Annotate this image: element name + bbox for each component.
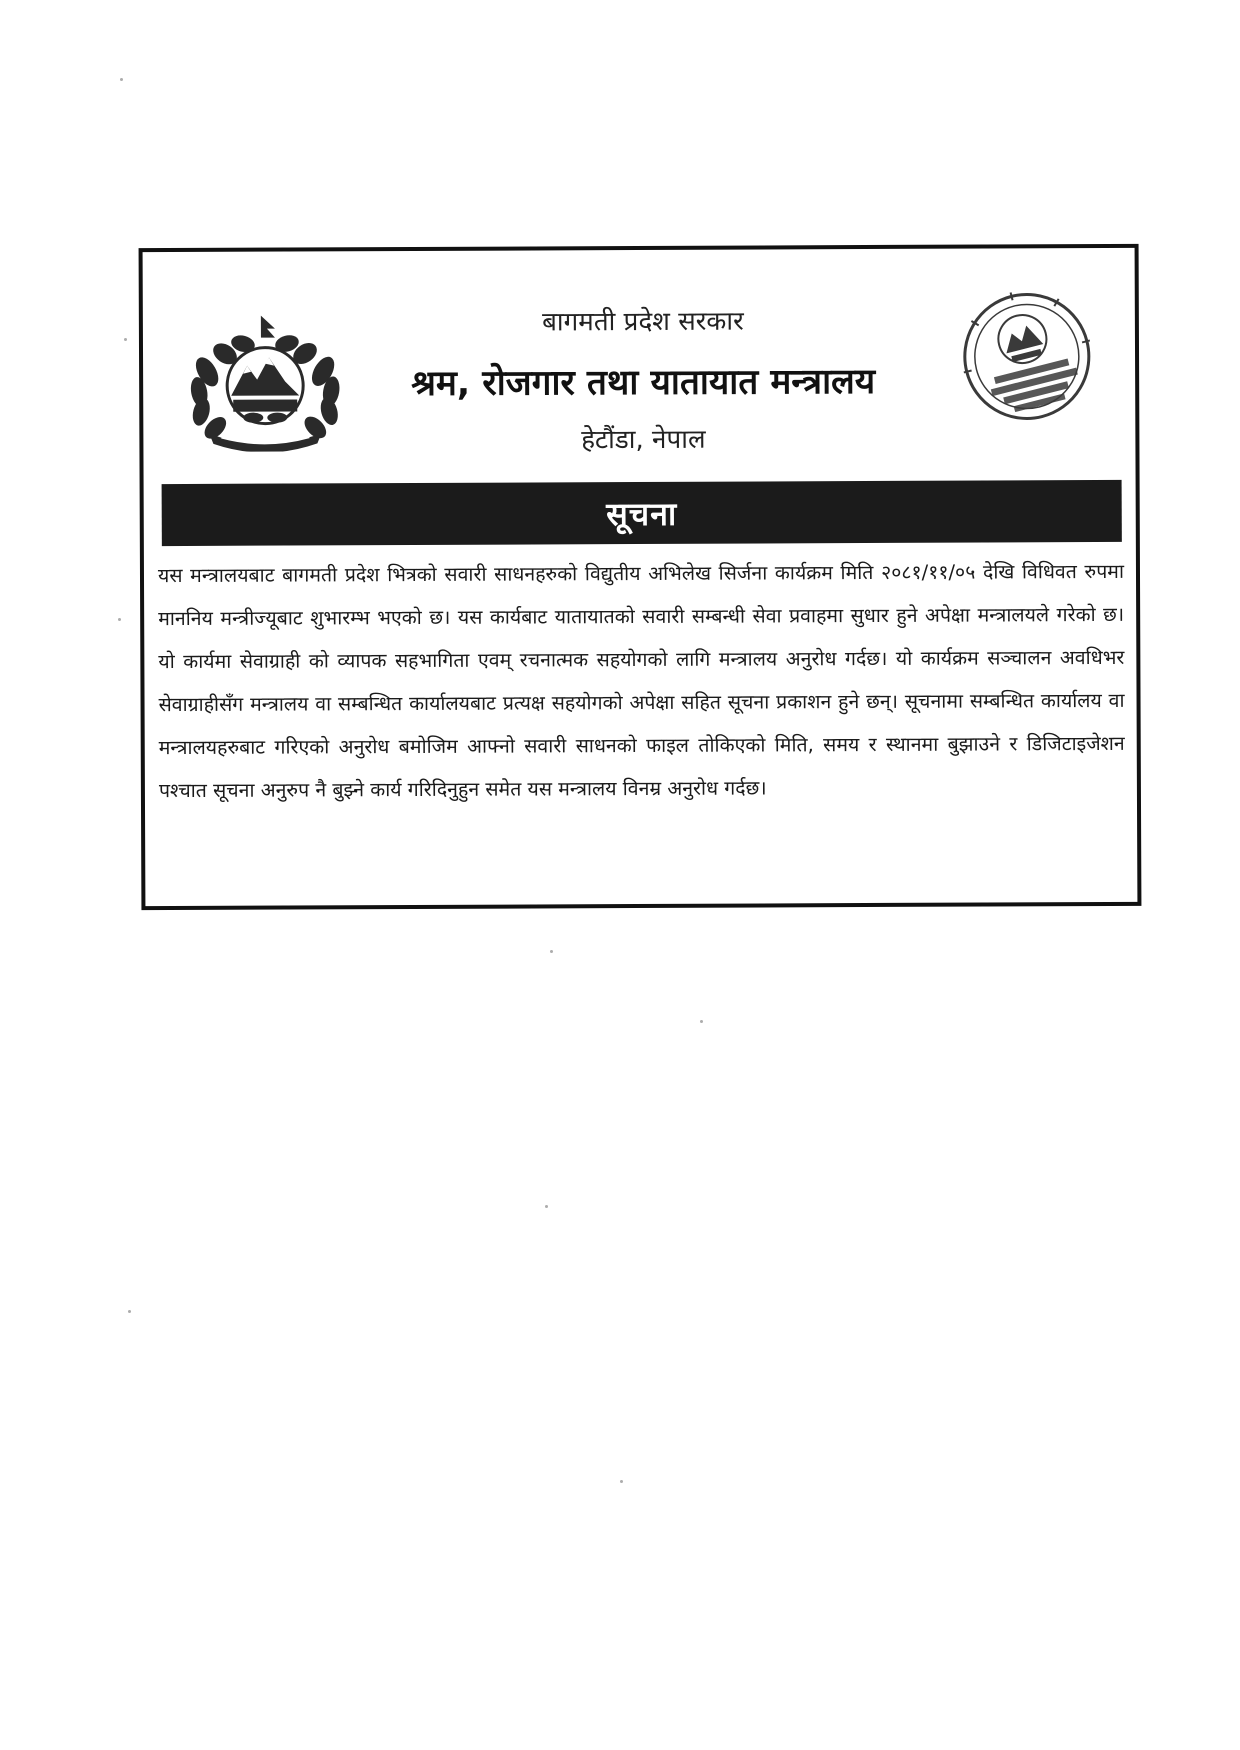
- scan-speck: [620, 1480, 623, 1483]
- office-location: हेटौंडा, नेपाल: [581, 424, 706, 456]
- nepal-emblem-icon: [185, 311, 346, 452]
- notice-body: यस मन्त्रालयबाट बागमती प्रदेश भित्रको सवारी साधनहरुको विद्युतीय अभिलेख सिर्जना कार्यक्रम मिति २०८१/११/०५ देखि विधिवत रुपमा माननिय मन्त्रीज्यूबाट शुभारम्भ भएको छ। यस कार्यबाट यातायातको सवारी सम्बन्धी सेवा प्रवाहमा सुधार हुने अपेक्षा मन्त्रालयले गरेको छ। यो कार्यमा सेवाग्राही को व्यापक सहभागिता एवम् रचनात्मक सहयोगको लागि मन्त्रालय अनुरोध गर्दछ। यो कार्यक्रम सञ्चालन अवधिभर सेवाग्राहीसँग मन्त्रालय वा सम्बन्धित कार्यालयबाट प्रत्यक्ष सहयोगको अपेक्षा सहित सूचना प्रकाशन हुने छन्। सूचनामा सम्बन्धित कार्यालय वा मन्त्रालयहरुबाट गरिएको अनुरोध बमोजिम आफ्नो सवारी साधनको फाइल तोकिएको मिति, समय र स्थानमा बुझाउने र डिजिटाइजेशन पश्चात सूचना अनुरुप नै बुझ्ने कार्य गरिदिनुहुन समेत यस मन्त्रालय विनम्र अनुरोध गर्दछ।: [157, 559, 1125, 803]
- ministry-stamp-icon: [933, 276, 1124, 447]
- scan-speck: [550, 950, 553, 953]
- scan-speck: [124, 338, 127, 341]
- notice-header: [143, 248, 1136, 482]
- scan-speck: [118, 618, 121, 621]
- scan-speck: [700, 1020, 703, 1023]
- notice-box: [139, 244, 1142, 910]
- government-name: बागमती प्रदेश सरकार: [541, 306, 744, 338]
- notice-title-banner: सूचना: [162, 480, 1122, 546]
- scan-speck: [545, 1205, 548, 1208]
- scan-speck: [120, 78, 123, 81]
- ministry-name: श्रम, रोजगार तथा यातायात मन्त्रालय: [411, 361, 876, 404]
- scan-speck: [128, 1310, 131, 1313]
